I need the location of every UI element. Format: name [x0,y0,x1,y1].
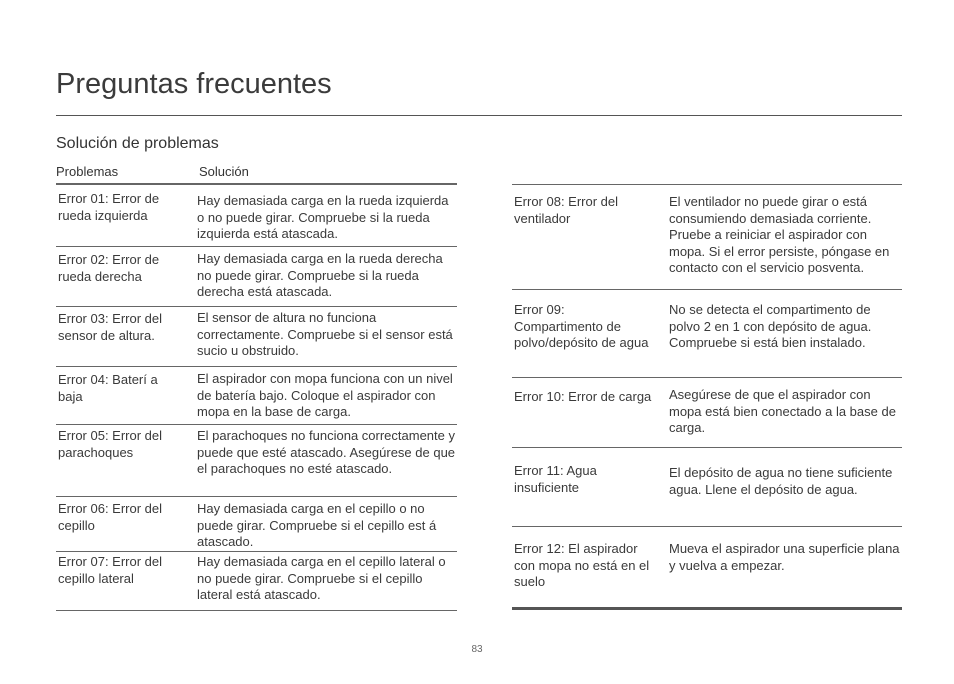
table-row [56,425,457,497]
table-row [56,497,457,552]
table-row [56,307,457,367]
problem-cell: Error 11: Agua insuficiente [514,463,597,495]
page-number: 83 [471,644,483,655]
solution-cell: El parachoques no funciona correctamente y puede que esté atascado. Asegúrese de que el parachoques no esté atascado. [197,428,456,476]
table-row [512,290,902,378]
solution-cell: No se detecta el compartimento de polvo 2 en 1 con depósito de agua. Compruebe si está bien instalado. [669,302,872,350]
solution-cell: El aspirador con mopa funciona con un nivel de batería bajo. Coloque el aspirador con mopa en la base de carga. [197,371,453,419]
problem-cell: Error 01: Error de rueda izquierda [58,191,160,223]
problem-cell: Error 05: Error del parachoques [58,428,163,460]
table-row [56,367,457,425]
section-subtitle: Solución de problemas [56,135,219,152]
problem-cell: Error 06: Error del cepillo [58,501,163,533]
problem-cell: Error 04: Baterí a baja [58,372,158,404]
solution-cell: Hay demasiada carga en la rueda derecha no puede girar. Compruebe si la rueda derecha está atascada. [197,251,443,299]
problem-cell: Error 12: El aspirador con mopa no está en el suelo [514,541,650,589]
solution-cell: Hay demasiada carga en el cepillo o no puede girar. Compruebe si el cepillo est á atascado. [197,501,437,549]
column-header-solution: Solución [199,164,249,179]
problem-cell: Error 02: Error de rueda derecha [58,252,160,284]
table-row [56,247,457,307]
solution-cell: El ventilador no puede girar o está consumiendo demasiada corriente. Pruebe a reiniciar el aspirador con mopa. Si el error persiste, póngase en contacto con el servicio posventa. [669,194,890,275]
table-row [56,185,457,247]
problem-cell: Error 08: Error del ventilador [514,194,619,226]
problem-cell: Error 03: Error del sensor de altura. [58,311,163,343]
solution-cell: El depósito de agua no tiene suficiente agua. Llene el depósito de agua. [669,465,893,497]
problem-cell: Error 09: Compartimento de polvo/depósito de agua [514,302,649,350]
problem-cell: Error 07: Error del cepillo lateral [58,554,163,586]
left-table [56,183,457,611]
title-divider [56,115,902,116]
table-row [512,527,902,610]
table-row [512,185,902,290]
table-row [512,378,902,448]
page-title: Preguntas frecuentes [56,68,332,100]
solution-cell: Hay demasiada carga en la rueda izquierda o no puede girar. Compruebe si la rueda izquierda está atascada. [197,193,449,241]
solution-cell: Hay demasiada carga en el cepillo lateral o no puede girar. Compruebe si el cepillo lateral está atascado. [197,554,446,602]
column-header-problems: Problemas [56,164,119,179]
table-row [512,448,902,527]
table-row [56,552,457,611]
solution-cell: El sensor de altura no funciona correctamente. Compruebe si el sensor está sucio u obstruido. [197,310,453,358]
right-table [512,184,902,610]
solution-cell: Asegúrese de que el aspirador con mopa está bien conectado a la base de carga. [669,387,896,435]
solution-cell: Mueva el aspirador una superficie plana y vuelva a empezar. [669,541,900,573]
problem-cell: Error 10: Error de carga [514,389,652,404]
